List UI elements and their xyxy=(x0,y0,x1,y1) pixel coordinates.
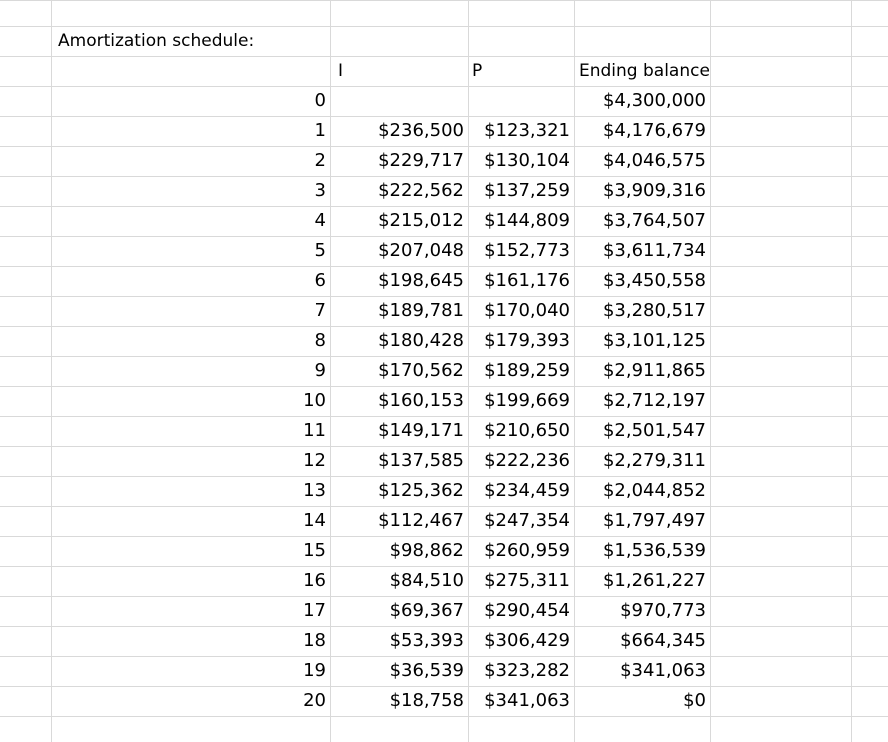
cell-interest[interactable]: $36,539 xyxy=(389,660,464,681)
cell-principal[interactable]: $306,429 xyxy=(484,630,570,651)
cell-interest[interactable]: $18,758 xyxy=(389,690,464,711)
cell-principal[interactable] xyxy=(468,86,570,116)
cell-period[interactable]: 1 xyxy=(314,120,326,141)
cell-principal[interactable]: $234,459 xyxy=(484,480,570,501)
cell-balance[interactable]: $3,450,558 xyxy=(602,270,706,291)
cell-period[interactable]: 16 xyxy=(303,570,326,591)
cell-interest[interactable]: $84,510 xyxy=(389,570,464,591)
cell-interest[interactable]: $207,048 xyxy=(378,240,464,261)
cell-principal[interactable]: $210,650 xyxy=(484,420,570,441)
cell-principal[interactable]: $137,259 xyxy=(484,180,570,201)
cell-interest[interactable]: $236,500 xyxy=(378,120,464,141)
cell-principal[interactable]: $161,176 xyxy=(484,270,570,291)
cell-period[interactable]: 9 xyxy=(314,360,326,381)
cell-principal[interactable]: $189,259 xyxy=(484,360,570,381)
header-ending-balance[interactable]: Ending balance xyxy=(579,61,710,81)
cell-interest[interactable]: $189,781 xyxy=(378,300,464,321)
cell-period[interactable]: 2 xyxy=(314,150,326,171)
cell-interest[interactable]: $125,362 xyxy=(378,480,464,501)
cell-balance[interactable]: $3,280,517 xyxy=(602,300,706,321)
cell-principal[interactable]: $144,809 xyxy=(484,210,570,231)
cell-balance[interactable]: $1,536,539 xyxy=(602,540,706,561)
cell-principal[interactable]: $247,354 xyxy=(484,510,570,531)
cell-balance[interactable]: $1,261,227 xyxy=(602,570,706,591)
cell-principal[interactable]: $170,040 xyxy=(484,300,570,321)
cell-period[interactable]: 14 xyxy=(303,510,326,531)
cell-period[interactable]: 8 xyxy=(314,330,326,351)
cell-balance[interactable]: $3,764,507 xyxy=(602,210,706,231)
cell-principal[interactable]: $323,282 xyxy=(484,660,570,681)
header-interest[interactable]: I xyxy=(338,61,344,81)
cell-interest[interactable]: $198,645 xyxy=(378,270,464,291)
cell-balance[interactable]: $1,797,497 xyxy=(602,510,706,531)
cell-interest[interactable]: $222,562 xyxy=(378,180,464,201)
cell-balance[interactable]: $2,501,547 xyxy=(602,420,706,441)
cell-interest[interactable]: $53,393 xyxy=(389,630,464,651)
cell-interest[interactable]: $160,153 xyxy=(378,390,464,411)
cell-balance[interactable]: $4,176,679 xyxy=(602,120,706,141)
cell-balance[interactable]: $2,044,852 xyxy=(602,480,706,501)
cell-principal[interactable]: $275,311 xyxy=(484,570,570,591)
cell-balance[interactable]: $2,712,197 xyxy=(602,390,706,411)
cell-balance[interactable]: $341,063 xyxy=(620,660,706,681)
cell-period[interactable]: 12 xyxy=(303,450,326,471)
cell-interest[interactable]: $112,467 xyxy=(378,510,464,531)
cell-interest[interactable]: $69,367 xyxy=(389,600,464,621)
cell-interest[interactable]: $149,171 xyxy=(378,420,464,441)
cell-interest[interactable]: $180,428 xyxy=(378,330,464,351)
cell-period[interactable]: 5 xyxy=(314,240,326,261)
cell-principal[interactable]: $290,454 xyxy=(484,600,570,621)
cell-balance[interactable]: $2,911,865 xyxy=(602,360,706,381)
cell-period[interactable]: 19 xyxy=(303,660,326,681)
cell-interest[interactable]: $137,585 xyxy=(378,450,464,471)
cell-period[interactable]: 11 xyxy=(303,420,326,441)
cell-period[interactable]: 18 xyxy=(303,630,326,651)
cell-principal[interactable]: $179,393 xyxy=(484,330,570,351)
cell-period[interactable]: 15 xyxy=(303,540,326,561)
cell-balance[interactable]: $4,300,000 xyxy=(602,90,706,111)
cell-balance[interactable]: $3,909,316 xyxy=(602,180,706,201)
cell-period[interactable]: 13 xyxy=(303,480,326,501)
cell-interest[interactable]: $170,562 xyxy=(378,360,464,381)
cell-period[interactable]: 6 xyxy=(314,270,326,291)
cell-balance[interactable]: $3,101,125 xyxy=(602,330,706,351)
cell-period[interactable]: 3 xyxy=(314,180,326,201)
cell-period[interactable]: 10 xyxy=(303,390,326,411)
cell-balance[interactable]: $970,773 xyxy=(620,600,706,621)
cell-balance[interactable]: $0 xyxy=(683,690,706,711)
cell-period[interactable]: 20 xyxy=(303,690,326,711)
cell-principal[interactable]: $341,063 xyxy=(484,690,570,711)
cell-balance[interactable]: $2,279,311 xyxy=(602,450,706,471)
cell-principal[interactable]: $123,321 xyxy=(484,120,570,141)
cell-principal[interactable]: $260,959 xyxy=(484,540,570,561)
cell-balance[interactable]: $664,345 xyxy=(620,630,706,651)
cell-period[interactable]: 7 xyxy=(314,300,326,321)
cell-principal[interactable]: $130,104 xyxy=(484,150,570,171)
cell-period[interactable]: 0 xyxy=(314,90,326,111)
sheet-title[interactable]: Amortization schedule: xyxy=(58,31,255,51)
cell-period[interactable]: 17 xyxy=(303,600,326,621)
cell-period[interactable]: 4 xyxy=(314,210,326,231)
cell-interest[interactable]: $98,862 xyxy=(389,540,464,561)
cell-interest[interactable]: $229,717 xyxy=(378,150,464,171)
cell-principal[interactable]: $199,669 xyxy=(484,390,570,411)
cell-balance[interactable]: $4,046,575 xyxy=(602,150,706,171)
cell-interest[interactable] xyxy=(330,86,464,116)
header-principal[interactable]: P xyxy=(472,61,483,81)
cell-balance[interactable]: $3,611,734 xyxy=(602,240,706,261)
cell-interest[interactable]: $215,012 xyxy=(378,210,464,231)
cell-principal[interactable]: $222,236 xyxy=(484,450,570,471)
cell-principal[interactable]: $152,773 xyxy=(484,240,570,261)
